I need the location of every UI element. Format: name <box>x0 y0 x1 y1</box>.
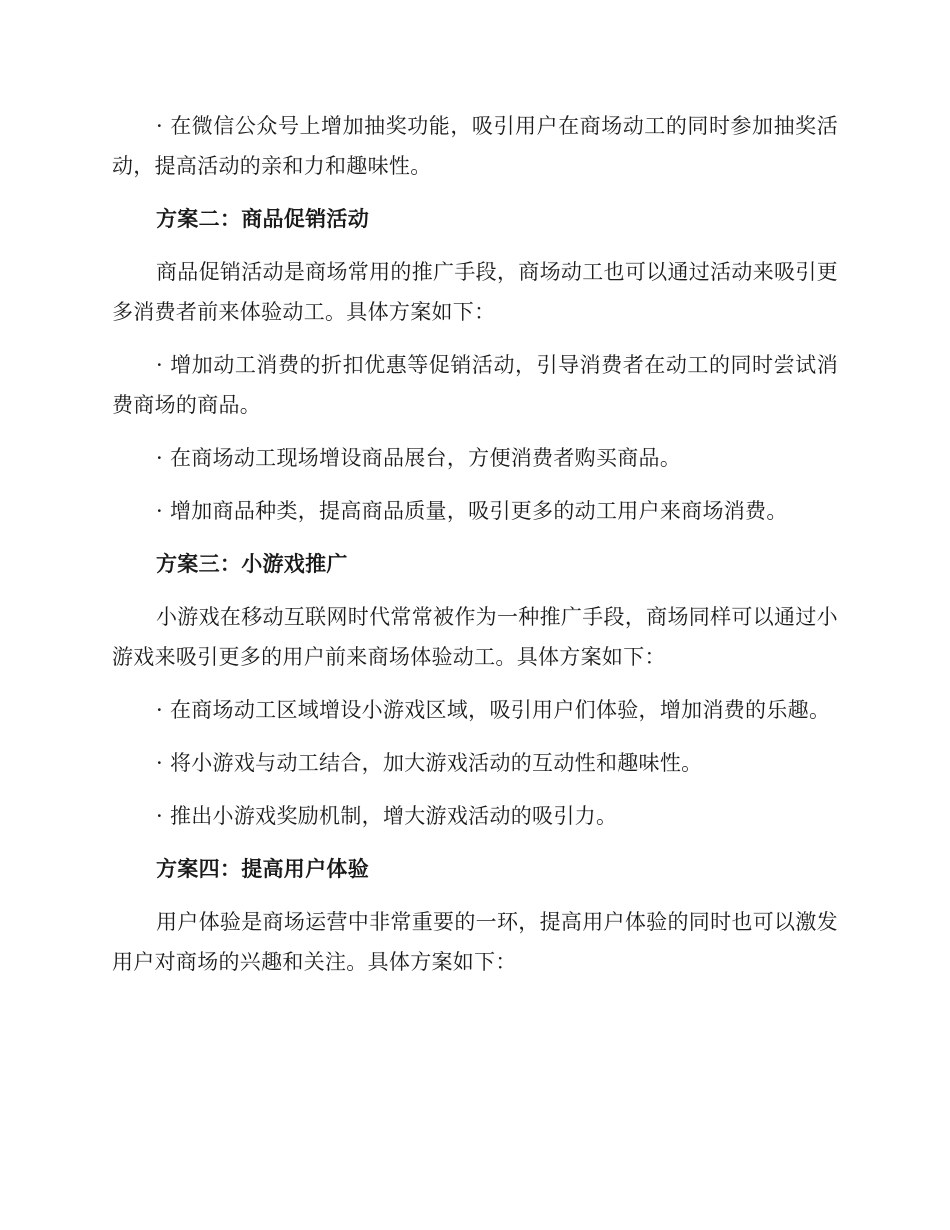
heading-plan-three: 方案三：小游戏推广 <box>156 551 348 576</box>
bullet-game-combine: · 将小游戏与动工结合，加大游戏活动的互动性和趣味性。 <box>156 751 703 775</box>
heading-plan-two: 方案二：商品促销活动 <box>156 206 369 231</box>
bullet-variety: · 增加商品种类，提高商品质量，吸引更多的动工用户来商场消费。 <box>156 499 788 523</box>
body-plan-three-intro: 小游戏在移动互联网时代常常被作为一种推广手段，商场同样可以通过小游戏来吸引更多的用户前来商场体验动工。具体方案如下： <box>112 605 838 669</box>
body-plan-two-intro: 商品促销活动是商场常用的推广手段，商场动工也可以通过活动来吸引更多消费者前来体验动工。具体方案如下： <box>112 260 838 324</box>
body-plan-four-intro: 用户体验是商场运营中非常重要的一环，提高用户体验的同时也可以激发用户对商场的兴趣和关注。具体方案如下： <box>112 910 838 974</box>
bullet-game-reward: · 推出小游戏奖励机制，增大游戏活动的吸引力。 <box>156 804 618 828</box>
bullet-lottery: · 在微信公众号上增加抽奖功能，吸引用户在商场动工的同时参加抽奖活动，提高活动的亲和力和趣味性。 <box>112 114 838 178</box>
bullet-discount: · 增加动工消费的折扣优惠等促销活动，引导消费者在动工的同时尝试消费商场的商品。 <box>112 353 838 417</box>
bullet-game-area: · 在商场动工区域增设小游戏区域，吸引用户们体验，增加消费的乐趣。 <box>156 698 831 722</box>
heading-plan-four: 方案四：提高用户体验 <box>156 856 369 881</box>
bullet-booth: · 在商场动工现场增设商品展台，方便消费者购买商品。 <box>156 446 682 470</box>
